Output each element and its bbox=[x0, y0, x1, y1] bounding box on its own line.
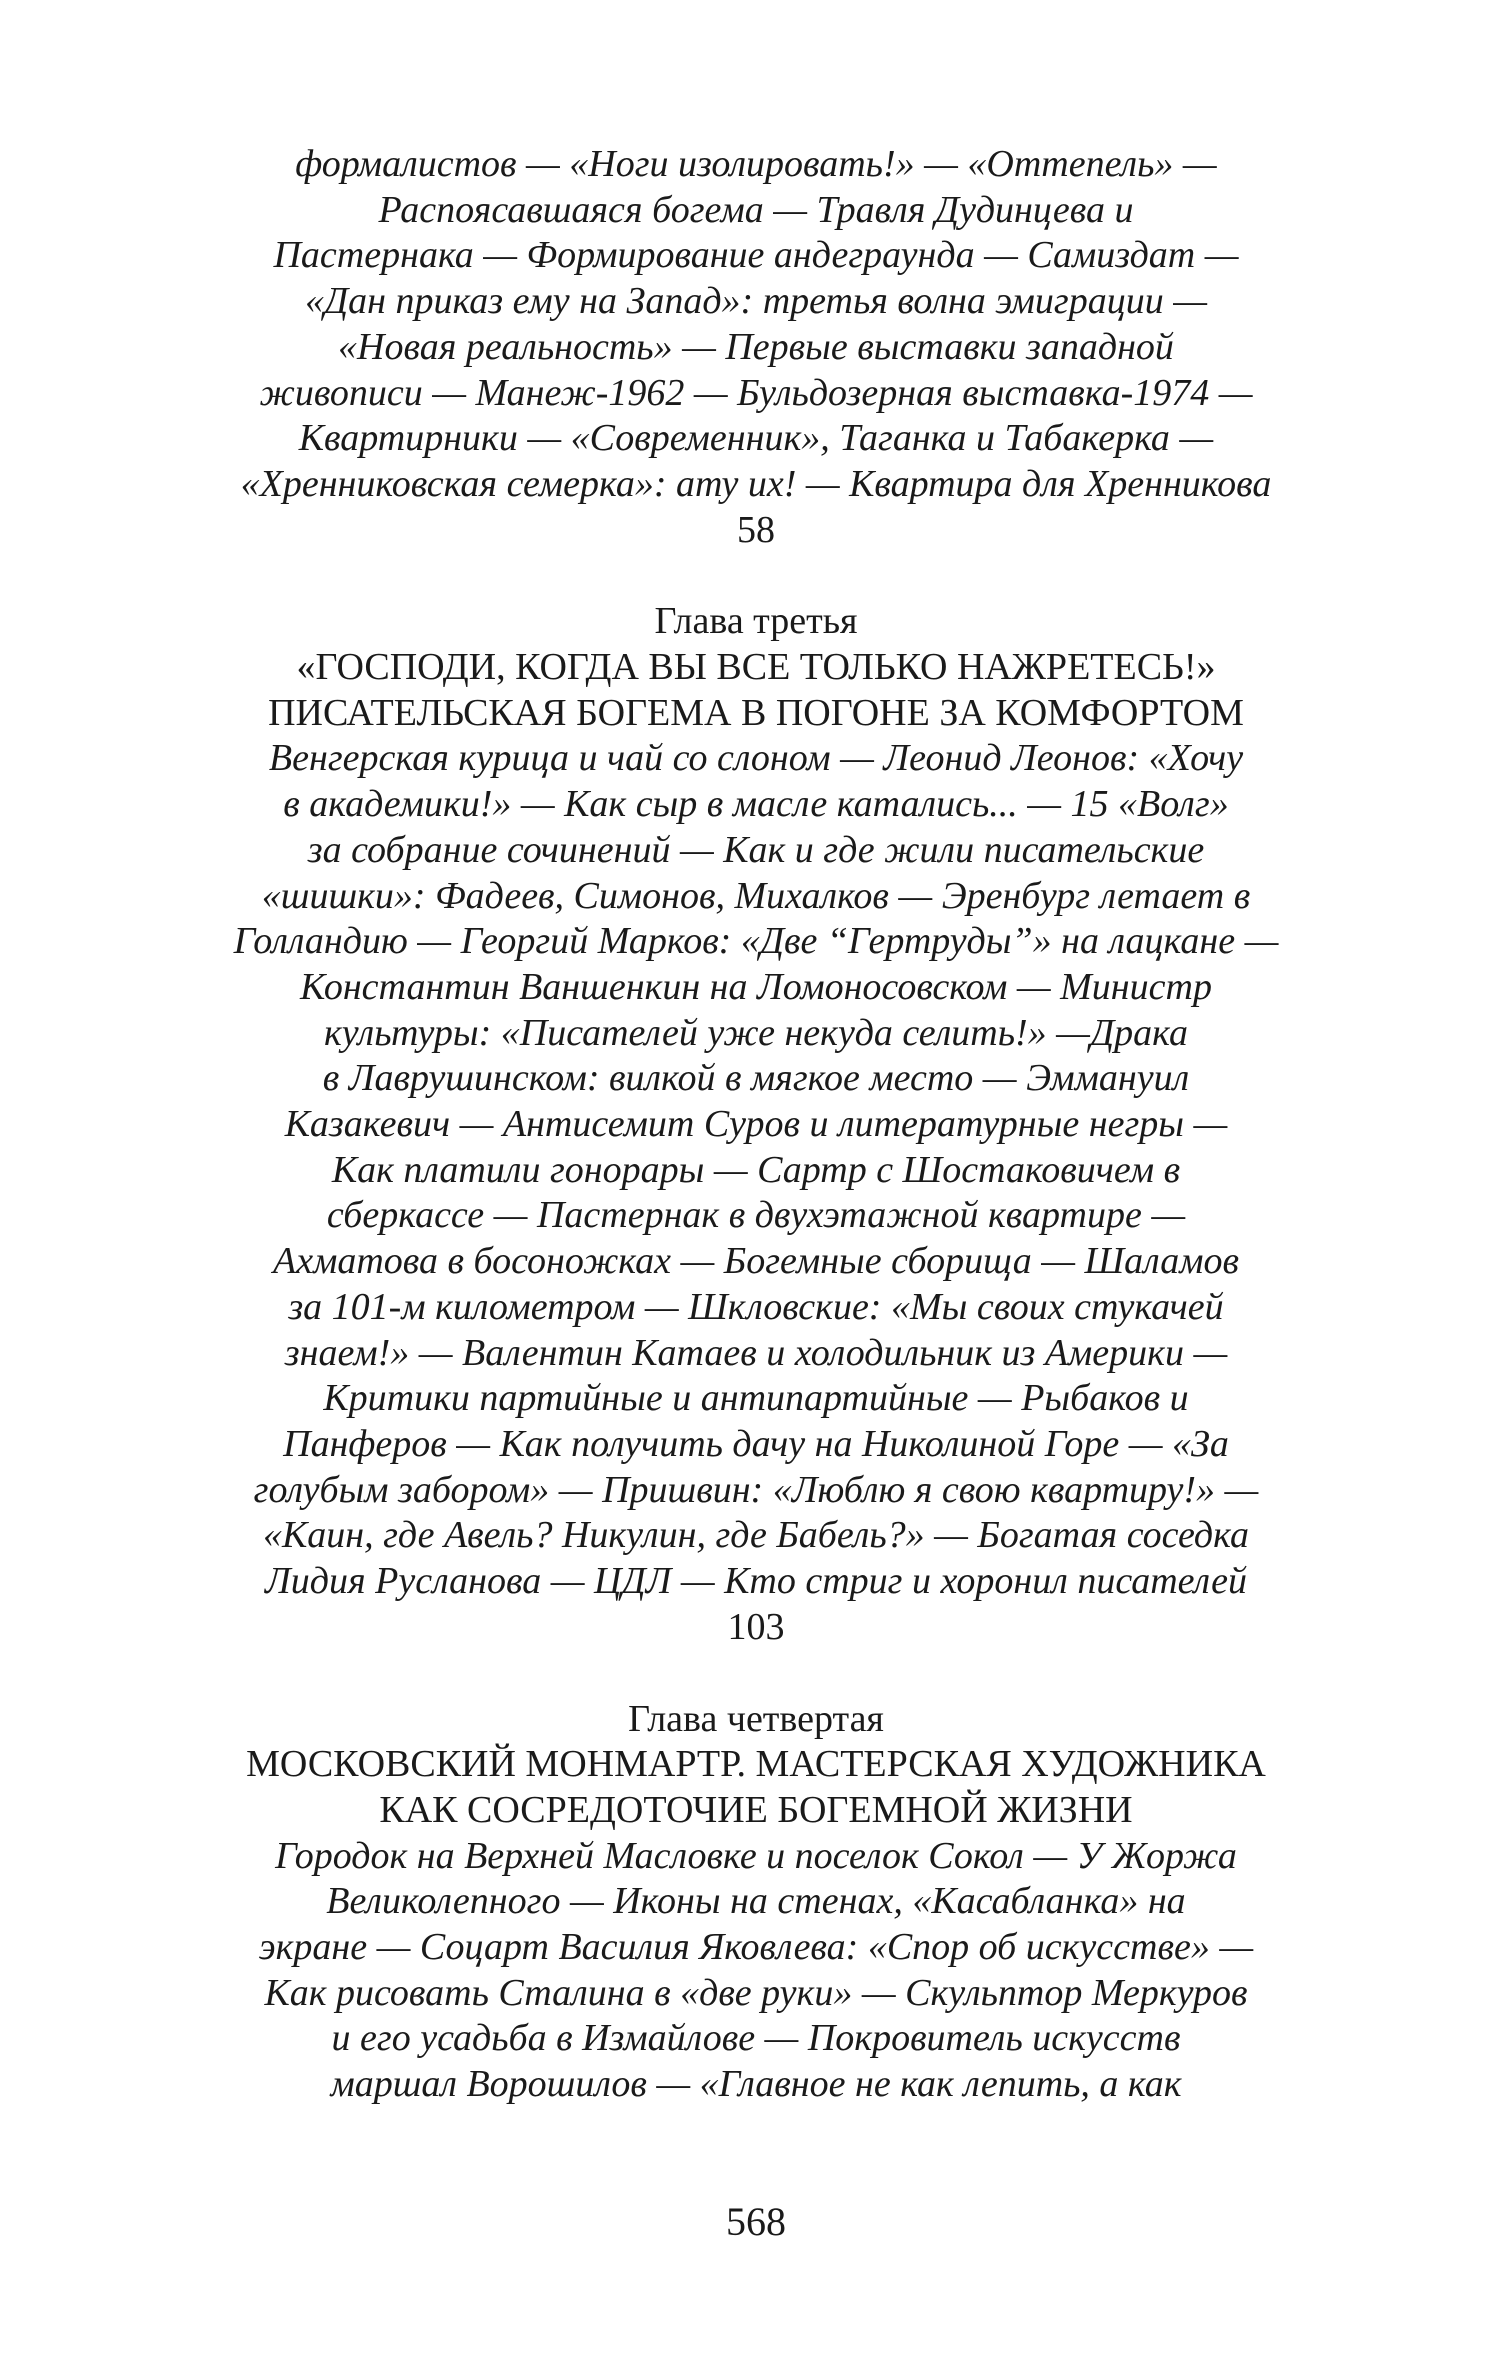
description-line: в академики!» — Как сыр в масле катались... — 15 «Волг» bbox=[283, 783, 1229, 826]
description-line: «Каин, где Авель? Никулин, где Бабель?» — Богатая соседка bbox=[263, 1514, 1249, 1557]
section-1-page-number: 58 bbox=[737, 508, 775, 551]
chapter-4-title-line: КАК СОСРЕДОТОЧИЕ БОГЕМНОЙ ЖИЗНИ bbox=[379, 1788, 1133, 1831]
description-line: «Хренниковская семерка»: ату их! — Квартира для Хренникова bbox=[240, 462, 1272, 505]
description-line: «Дан приказ ему на Запад»: третья волна эмиграции — bbox=[304, 280, 1208, 323]
chapter-4 bbox=[150, 1697, 1362, 2108]
description-line: маршал Ворошилов — «Главное не как лепить, а как bbox=[330, 2063, 1182, 2106]
description-line: Распоясавшаяся богема — Травля Дудинцева и bbox=[378, 188, 1134, 231]
description-line: Как платили гонорары — Сартр с Шостаковичем в bbox=[331, 1148, 1181, 1191]
description-line: живописи — Манеж-1962 — Бульдозерная выставка-1974 — bbox=[259, 371, 1253, 414]
description-line: Как рисовать Сталина в «две руки» — Скульптор Меркуров bbox=[264, 1971, 1248, 2014]
description-line: Казакевич — Антисемит Суров и литературные негры — bbox=[284, 1103, 1228, 1146]
description-line: и его усадьба в Измайлове — Покровитель искусств bbox=[331, 2017, 1181, 2060]
description-line: «шишки»: Фадеев, Симонов, Михалков — Эренбург летает в bbox=[261, 874, 1251, 917]
description-line: Квартирники — «Современник», Таганка и Табакерка — bbox=[298, 417, 1214, 460]
description-line: Константин Ваншенкин на Ломоносовском — Министр bbox=[300, 965, 1212, 1008]
description-line: Пастернака — Формирование андеграунда — Самиздат — bbox=[273, 234, 1239, 277]
chapter-4-title-line: МОСКОВСКИЙ МОНМАРТР. МАСТЕРСКАЯ ХУДОЖНИКА bbox=[246, 1743, 1266, 1786]
description-line: формалистов — «Ноги изолировать!» — «Оттепель» — bbox=[295, 143, 1217, 185]
chapter-3-page-number: 103 bbox=[727, 1605, 785, 1648]
description-line: культуры: «Писателей уже некуда селить!» —Драка bbox=[324, 1011, 1188, 1054]
description-line: Городок на Верхней Масловке и поселок Сокол — У Жоржа bbox=[275, 1834, 1237, 1877]
description-line: Великолепного — Иконы на стенах, «Касабланка» на bbox=[326, 1880, 1186, 1923]
description-line: Ахматова в босоножках — Богемные сборища — Шаламов bbox=[273, 1240, 1239, 1283]
description-line: Венгерская курица и чай со слоном — Леонид Леонов: «Хочу bbox=[268, 737, 1244, 780]
chapter-3-title-line: ПИСАТЕЛЬСКАЯ БОГЕМА В ПОГОНЕ ЗА КОМФОРТОМ bbox=[268, 691, 1244, 734]
description-line: Голландию — Георгий Марков: «Две “Гертруды”» на лацкане — bbox=[233, 920, 1279, 963]
description-line: знаем!» — Валентин Катаев и холодильник из Америки — bbox=[284, 1331, 1228, 1374]
chapter-3-label: Глава третья bbox=[654, 600, 858, 643]
description-line: Панферов — Как получить дачу на Николиной Горе — «За bbox=[283, 1422, 1229, 1465]
chapter-3-title-line: «ГОСПОДИ, КОГДА ВЫ ВСЕ ТОЛЬКО НАЖРЕТЕСЬ!» bbox=[296, 646, 1216, 689]
description-line: голубым забором» — Пришвин: «Люблю я свою квартиру!» — bbox=[253, 1468, 1259, 1511]
chapter-3-description bbox=[150, 736, 1362, 1604]
section-1-description bbox=[150, 142, 1362, 508]
description-line: «Новая реальность» — Первые выставки западной bbox=[338, 325, 1174, 368]
footer-page-number: 568 bbox=[726, 2199, 786, 2244]
description-line: Критики партийные и антипартийные — Рыбаков и bbox=[323, 1377, 1189, 1420]
description-line: экране — Соцарт Василия Яковлева: «Спор об искусстве» — bbox=[258, 1926, 1254, 1969]
description-line: в Лаврушинском: вилкой в мягкое место — Эммануил bbox=[322, 1057, 1190, 1100]
description-line: Лидия Русланова — ЦДЛ — Кто стриг и хоронил писателей bbox=[265, 1560, 1247, 1603]
chapter-4-label: Глава четвертая bbox=[628, 1697, 884, 1740]
description-line: за 101-м километром — Шкловские: «Мы своих стукачей bbox=[288, 1285, 1224, 1328]
description-line: сберкассе — Пастернак в двухэтажной квартире — bbox=[326, 1194, 1186, 1237]
description-line: за собрание сочинений — Как и где жили писательские bbox=[307, 828, 1205, 871]
table-of-contents bbox=[150, 142, 1362, 2108]
chapter-4-description bbox=[150, 1834, 1362, 2108]
chapter-3 bbox=[150, 599, 1362, 1650]
